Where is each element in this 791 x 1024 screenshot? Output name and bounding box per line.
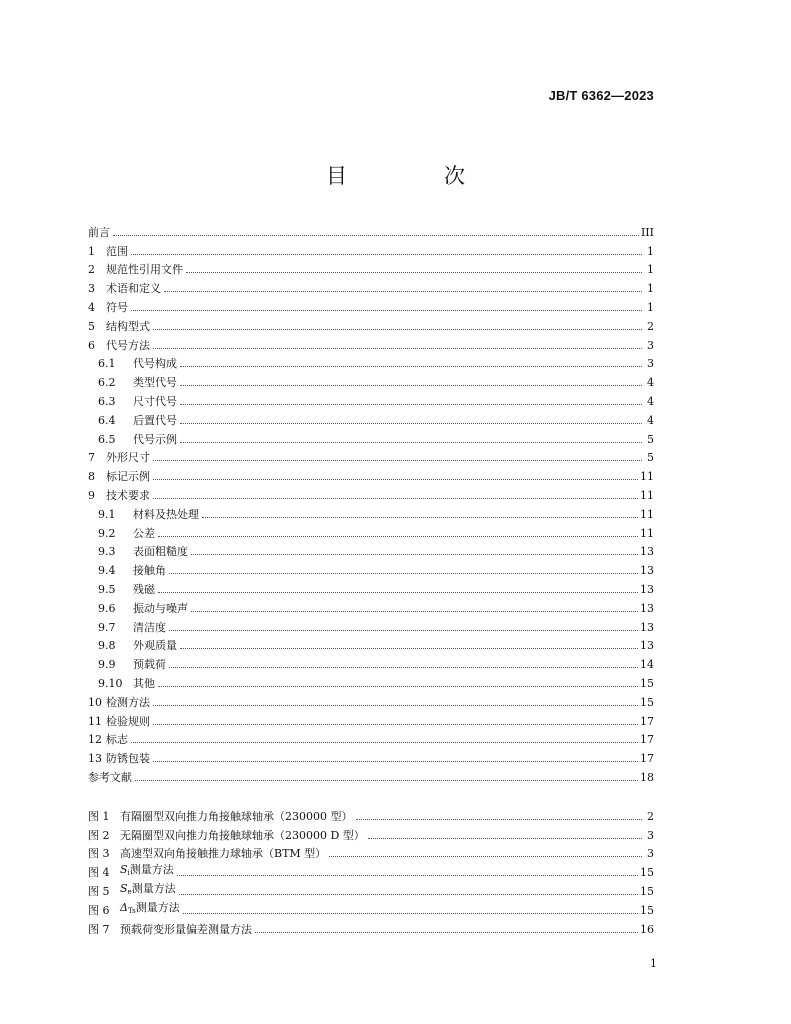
dot-leader	[153, 760, 638, 762]
dot-leader	[158, 685, 638, 687]
dot-leader	[169, 629, 638, 631]
dot-leader	[169, 572, 638, 574]
figure-entry[interactable]	[88, 880, 654, 899]
toc-entry-page: 11	[640, 507, 654, 521]
dot-leader	[153, 328, 642, 330]
dot-leader	[180, 384, 642, 386]
dot-leader	[113, 234, 639, 236]
toc-entry-number: 9.3	[98, 545, 116, 559]
toc-entry-number: 9.2	[98, 526, 116, 540]
toc-entry-label: 残磁	[133, 582, 155, 596]
figure-label	[120, 901, 180, 918]
toc-entry[interactable]	[88, 691, 654, 710]
dot-leader	[169, 666, 638, 668]
toc-entry[interactable]	[88, 578, 654, 597]
toc-entry-number: 9.9	[98, 658, 116, 672]
figure-symbol: S	[120, 863, 128, 877]
toc-entry-page: 13	[640, 582, 654, 596]
toc-entry[interactable]	[88, 353, 654, 372]
toc-entry-number: 3	[88, 282, 95, 296]
toc-entry-page: 1	[647, 282, 654, 296]
toc-entry-number: 1	[88, 244, 95, 258]
toc-entry-number: 6.2	[98, 376, 116, 390]
toc-entry-number: 6.5	[98, 432, 116, 446]
dot-leader	[131, 253, 642, 255]
toc-entry-number: 13	[88, 752, 102, 766]
toc-entry-label: 范围	[106, 244, 128, 258]
toc-entry[interactable]	[88, 240, 654, 259]
toc-entry-number: 2	[88, 263, 95, 277]
toc-entry-number: 6.4	[98, 413, 116, 427]
dot-leader	[180, 647, 638, 649]
toc-entry-page: 13	[640, 545, 654, 559]
dot-leader	[158, 591, 638, 593]
toc-entry-label: 尺寸代号	[133, 394, 177, 408]
figure-label-text: 测量方法	[135, 900, 180, 914]
figure-number: 图 1	[88, 809, 110, 823]
figure-entry[interactable]	[88, 861, 654, 880]
dot-leader	[183, 912, 638, 914]
figure-label-text: 测量方法	[131, 881, 176, 895]
toc-entry-page: 13	[640, 639, 654, 653]
figure-label	[120, 863, 174, 880]
figure-symbol-subscript: Ts	[127, 906, 136, 915]
toc-entry-label: 代号方法	[106, 338, 150, 352]
toc-entry-number: 11	[88, 714, 102, 728]
toc-entry[interactable]	[88, 635, 654, 654]
dot-leader	[153, 459, 642, 461]
toc-entry-page: 11	[640, 470, 654, 484]
toc-entry-label: 标志	[106, 733, 128, 747]
figure-label-text: 测量方法	[129, 863, 174, 877]
toc-entry[interactable]	[88, 315, 654, 334]
figure-list	[88, 805, 654, 937]
toc-entry-page: 4	[647, 413, 654, 427]
toc-entry[interactable]	[88, 296, 654, 315]
toc-entry-page: 13	[640, 564, 654, 578]
toc-title: 目 次	[326, 164, 503, 188]
dot-leader	[135, 779, 638, 781]
toc-entry-label: 材料及热处理	[133, 507, 199, 521]
toc-entry-page: III	[640, 225, 654, 239]
toc-entry[interactable]	[88, 766, 654, 785]
toc-entry-label: 参考文献	[88, 770, 132, 784]
toc-entry-label: 表面粗糙度	[133, 545, 188, 559]
toc-entry-page: 3	[647, 357, 654, 371]
figure-label: 有隔圈型双向推力角接触球轴承（230000 型）	[120, 809, 353, 823]
figure-symbol: Δ	[120, 900, 128, 914]
toc-entry-page: 11	[640, 488, 654, 502]
dot-leader	[186, 271, 642, 273]
toc-entry-number: 9.8	[98, 639, 116, 653]
toc-entry-number: 9.5	[98, 582, 116, 596]
toc-entry[interactable]	[88, 428, 654, 447]
dot-leader	[153, 704, 638, 706]
toc-entry-label: 公差	[133, 526, 155, 540]
figure-page: 3	[647, 828, 654, 842]
toc-entry-number: 8	[88, 470, 95, 484]
toc-entry-page: 17	[640, 714, 654, 728]
figure-page: 15	[640, 884, 654, 898]
figure-label: 高速型双向角接触推力球轴承（BTM 型）	[120, 847, 327, 861]
dot-leader	[191, 553, 638, 555]
dot-leader	[153, 347, 642, 349]
toc-entry-label: 符号	[106, 300, 128, 314]
toc-entry[interactable]	[88, 371, 654, 390]
figure-symbol: S	[120, 881, 128, 895]
toc-entry[interactable]	[88, 653, 654, 672]
toc-entry[interactable]	[88, 277, 654, 296]
figure-label	[120, 882, 176, 899]
toc-entry[interactable]	[88, 484, 654, 503]
toc-entry-number: 6	[88, 338, 95, 352]
toc-entry-label: 其他	[133, 676, 155, 690]
toc-entry-number: 9.10	[98, 676, 123, 690]
figure-label: 预载荷变形量偏差测量方法	[120, 922, 252, 936]
figure-page: 15	[640, 903, 654, 917]
dot-leader	[191, 610, 638, 612]
toc-entry-label: 检测方法	[106, 695, 150, 709]
toc-entry[interactable]	[88, 597, 654, 616]
toc-entry[interactable]	[88, 503, 654, 522]
toc-entry-label: 振动与噪声	[133, 601, 188, 615]
toc-entry-label: 结构型式	[106, 319, 150, 333]
toc-entry-number: 9.1	[98, 507, 116, 521]
figure-page: 2	[647, 809, 654, 823]
toc-entry-label: 标记示例	[106, 470, 150, 484]
dot-leader	[153, 478, 638, 480]
toc-entry-page: 15	[640, 676, 654, 690]
toc-entry-page: 13	[640, 620, 654, 634]
dot-leader	[202, 516, 638, 518]
figure-number: 图 7	[88, 922, 110, 936]
figure-entry[interactable]	[88, 918, 654, 937]
toc-entry-number: 9	[88, 488, 95, 502]
toc-entry[interactable]	[88, 616, 654, 635]
figure-page: 3	[647, 847, 654, 861]
toc-entry-page: 3	[647, 338, 654, 352]
toc-entry-label: 外观质量	[133, 639, 177, 653]
toc-entry[interactable]	[88, 672, 654, 691]
toc-entry-label: 检验规则	[106, 714, 150, 728]
toc-list	[88, 221, 654, 785]
toc-entry[interactable]	[88, 409, 654, 428]
figure-page: 16	[640, 922, 654, 936]
figure-entry[interactable]	[88, 843, 654, 862]
toc-entry-label: 后置代号	[133, 413, 177, 427]
toc-entry-label: 接触角	[133, 564, 166, 578]
toc-entry-page: 4	[647, 376, 654, 390]
dot-leader	[368, 837, 642, 839]
toc-entry-page: 17	[640, 733, 654, 747]
figure-symbol-subscript: i	[127, 869, 130, 878]
figure-entry[interactable]	[88, 805, 654, 824]
figure-page: 15	[640, 866, 654, 880]
toc-entry[interactable]	[88, 559, 654, 578]
toc-entry-label: 类型代号	[133, 376, 177, 390]
toc-entry[interactable]	[88, 522, 654, 541]
toc-entry-number: 9.7	[98, 620, 116, 634]
toc-entry[interactable]	[88, 447, 654, 466]
toc-entry[interactable]	[88, 390, 654, 409]
figure-number: 图 4	[88, 866, 110, 880]
dot-leader	[153, 723, 638, 725]
dot-leader	[180, 403, 642, 405]
toc-entry-number: 6.1	[98, 357, 116, 371]
toc-entry-label: 规范性引用文件	[106, 263, 183, 277]
toc-entry[interactable]	[88, 729, 654, 748]
dot-leader	[255, 931, 638, 933]
toc-entry[interactable]	[88, 334, 654, 353]
figure-number: 图 6	[88, 903, 110, 917]
figure-entry[interactable]	[88, 899, 654, 918]
toc-entry-number: 5	[88, 319, 95, 333]
dot-leader	[180, 422, 642, 424]
toc-entry-number: 10	[88, 695, 102, 709]
toc-entry-page: 1	[647, 244, 654, 258]
toc-entry-page: 4	[647, 394, 654, 408]
figure-number: 图 5	[88, 884, 110, 898]
dot-leader	[177, 874, 638, 876]
toc-entry-label: 防锈包装	[106, 752, 150, 766]
page-number: 1	[650, 957, 657, 970]
dot-leader	[131, 309, 642, 311]
toc-entry-label: 技术要求	[106, 488, 150, 502]
toc-entry-page: 14	[640, 658, 654, 672]
figure-number: 图 2	[88, 828, 110, 842]
figure-number: 图 3	[88, 847, 110, 861]
toc-entry-page: 18	[640, 770, 654, 784]
standard-code: JB/T 6362—2023	[548, 88, 654, 103]
toc-entry-page: 17	[640, 752, 654, 766]
toc-entry-number: 12	[88, 733, 102, 747]
toc-entry[interactable]	[88, 259, 654, 278]
dot-leader	[158, 535, 638, 537]
toc-entry[interactable]	[88, 747, 654, 766]
toc-entry-page: 2	[647, 319, 654, 333]
figure-entry[interactable]	[88, 824, 654, 843]
toc-entry-page: 1	[647, 300, 654, 314]
dot-leader	[153, 497, 638, 499]
toc-entry[interactable]	[88, 465, 654, 484]
toc-entry-page: 5	[647, 432, 654, 446]
toc-entry-label: 清洁度	[133, 620, 166, 634]
dot-leader	[164, 290, 642, 292]
toc-entry[interactable]	[88, 221, 654, 240]
dot-leader	[180, 441, 642, 443]
toc-entry-page: 11	[640, 526, 654, 540]
dot-leader	[329, 855, 642, 857]
toc-entry-number: 9.4	[98, 564, 116, 578]
toc-entry-label: 术语和定义	[106, 282, 161, 296]
dot-leader	[180, 365, 642, 367]
toc-entry[interactable]	[88, 541, 654, 560]
toc-entry-page: 13	[640, 601, 654, 615]
figure-symbol-subscript: e	[127, 887, 132, 896]
toc-entry-label: 代号示例	[133, 432, 177, 446]
toc-entry-number: 7	[88, 451, 95, 465]
toc-entry-label: 预载荷	[133, 658, 166, 672]
toc-entry[interactable]	[88, 710, 654, 729]
toc-entry-label: 代号构成	[133, 357, 177, 371]
dot-leader	[356, 818, 643, 820]
toc-entry-label: 前言	[88, 225, 110, 239]
toc-entry-label: 外形尺寸	[106, 451, 150, 465]
dot-leader	[131, 741, 638, 743]
toc-entry-number: 4	[88, 300, 95, 314]
toc-entry-page: 5	[647, 451, 654, 465]
toc-entry-page: 1	[647, 263, 654, 277]
figure-label: 无隔圈型双向推力角接触球轴承（230000 D 型）	[120, 828, 365, 842]
toc-entry-number: 6.3	[98, 394, 116, 408]
dot-leader	[179, 893, 638, 895]
toc-entry-page: 15	[640, 695, 654, 709]
toc-entry-number: 9.6	[98, 601, 116, 615]
